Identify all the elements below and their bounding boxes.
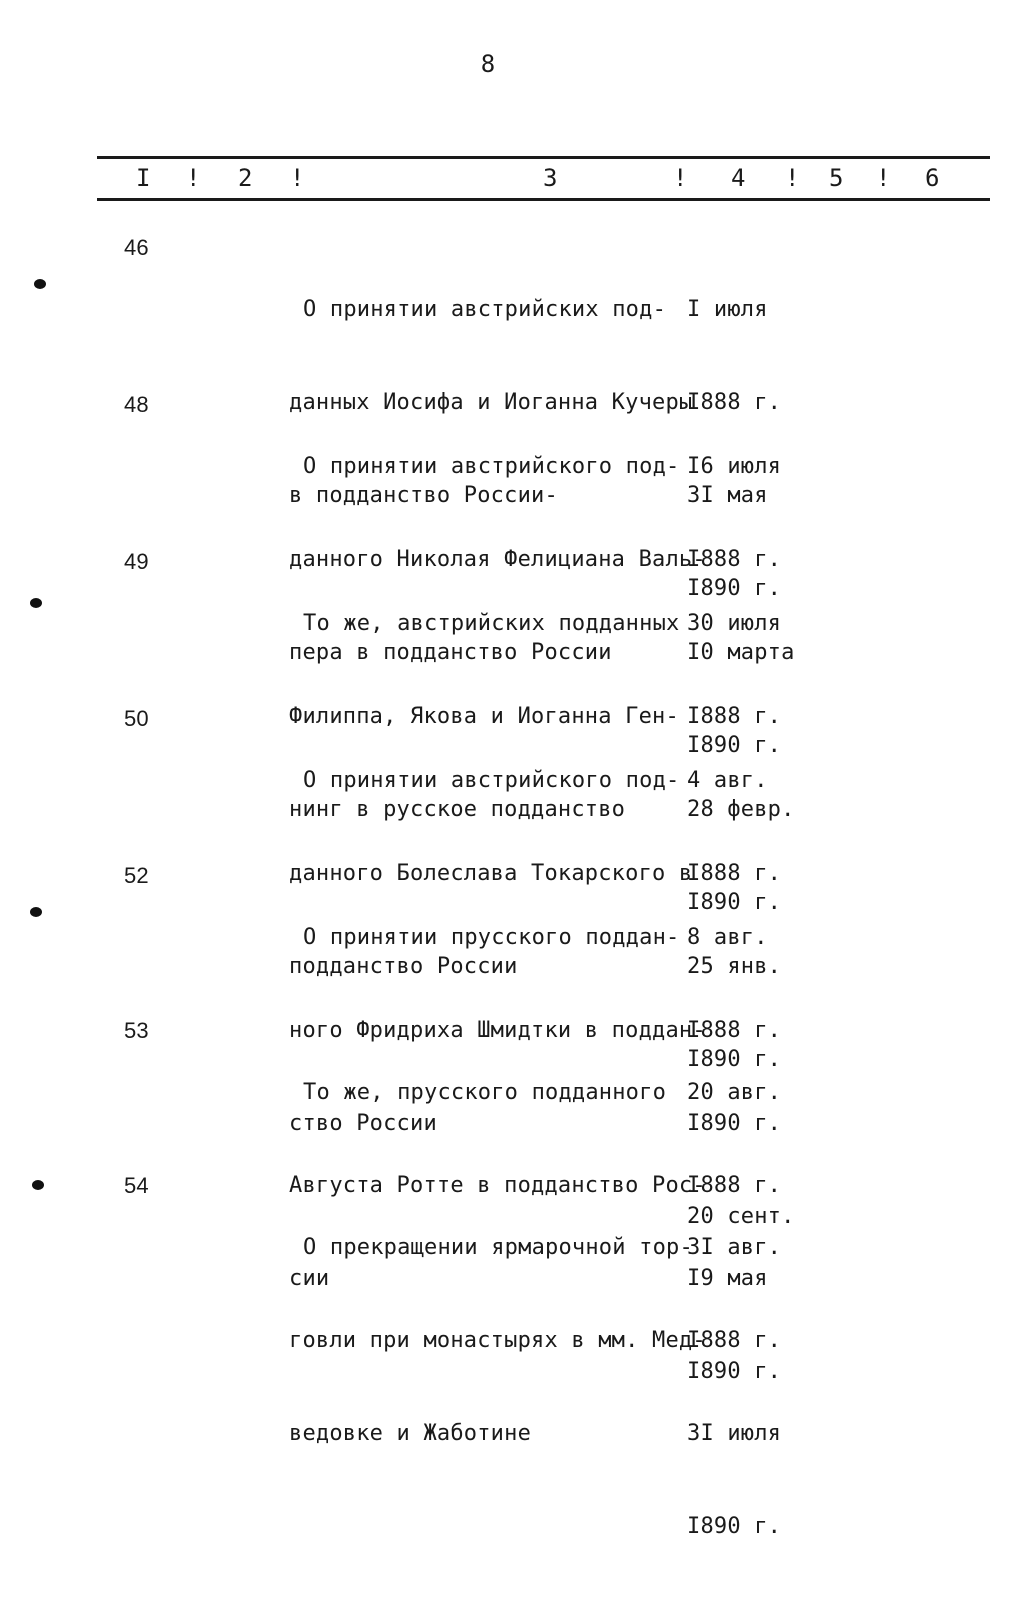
- header-col-5: 5: [829, 164, 844, 192]
- punch-hole-mark: [30, 598, 42, 608]
- entry-number: 48: [124, 392, 149, 417]
- date-line: I890 г.: [687, 576, 782, 601]
- description-line: данного Болеслава Токарского в: [289, 861, 693, 886]
- description-line: Августа Ротте в подданство Рос-: [289, 1173, 706, 1198]
- description-line: в подданство России-: [289, 483, 558, 508]
- date-line: I888 г.: [687, 704, 782, 729]
- date-line: I890 г.: [687, 1359, 782, 1384]
- description-line: ведовке и Жаботине: [289, 1421, 532, 1446]
- date-line: 20 сент.: [687, 1204, 795, 1229]
- entry-number: 52: [124, 863, 149, 888]
- header-separator: !: [186, 164, 201, 192]
- date-line: I июля: [687, 297, 768, 322]
- date-line: 4 авг.: [687, 768, 768, 793]
- punch-hole-mark: [30, 907, 42, 917]
- date-line: 3I авг.: [687, 1235, 782, 1260]
- date-line: 30 июля: [687, 611, 782, 636]
- date-line: 25 янв.: [687, 954, 782, 979]
- date-line: 3I мая: [687, 483, 768, 508]
- table-header-rule: [97, 198, 990, 201]
- entry-number: 50: [124, 706, 149, 731]
- date-line: 8 авг.: [687, 925, 768, 950]
- description-line: О принятии прусского поддан-: [303, 925, 680, 950]
- description-line: подданство России: [289, 954, 518, 979]
- description-line: О принятии австрийских под-: [303, 297, 667, 322]
- description-line: говли при монастырях в мм. Мед-: [289, 1328, 706, 1353]
- punch-hole-mark: [34, 279, 46, 289]
- date-line: I888 г.: [687, 861, 782, 886]
- description-line: То же, австрийских подданных: [303, 611, 680, 636]
- description-line: О принятии австрийского под-: [303, 454, 680, 479]
- header-col-6: 6: [925, 164, 940, 192]
- entry-description: [289, 1170, 706, 1511]
- description-line: пера в подданство России: [289, 640, 612, 665]
- date-line: I888 г.: [687, 547, 782, 572]
- header-col-2: 2: [238, 164, 253, 192]
- date-line: I890 г.: [687, 733, 782, 758]
- date-line: I9 мая: [687, 1266, 768, 1291]
- date-line: I6 июля: [687, 454, 782, 479]
- description-line: сии: [289, 1266, 330, 1291]
- date-line: I890 г.: [687, 1111, 782, 1136]
- date-line: I890 г.: [687, 890, 782, 915]
- header-separator: !: [785, 164, 800, 192]
- date-line: 28 февр.: [687, 797, 795, 822]
- table-header: [0, 164, 1024, 196]
- description-line: О принятии австрийского под-: [303, 768, 680, 793]
- date-line: I890 г.: [687, 1514, 782, 1539]
- punch-hole-mark: [32, 1180, 44, 1190]
- entry-dates: [687, 1170, 781, 1604]
- header-separator: !: [290, 164, 305, 192]
- description-line: ного Фридриха Шмидтки в поддан-: [289, 1018, 706, 1043]
- description-line: данного Николая Фелициана Валь-: [289, 547, 706, 572]
- header-col-3: 3: [543, 164, 558, 192]
- header-col-4: 4: [731, 164, 746, 192]
- date-line: I0 марта: [687, 640, 795, 665]
- entry-number: 46: [124, 235, 149, 260]
- header-separator: !: [876, 164, 891, 192]
- date-line: I888 г.: [687, 1328, 782, 1353]
- date-line: 3I июля: [687, 1421, 782, 1446]
- description-line: данных Иосифа и Иоганна Кучеры: [289, 390, 693, 415]
- entry-number: 53: [124, 1018, 149, 1043]
- table-top-rule: [97, 156, 990, 159]
- date-line: I890 г.: [687, 1047, 782, 1072]
- entry-number: 49: [124, 549, 149, 574]
- description-line: Филиппа, Якова и Иоганна Ген-: [289, 704, 679, 729]
- description-line: ство России: [289, 1111, 437, 1136]
- description-line: нинг в русское подданство: [289, 797, 626, 822]
- description-line: О прекращении ярмарочной тор-: [303, 1235, 693, 1260]
- date-line: I888 г.: [687, 1173, 782, 1198]
- date-line: 20 авг.: [687, 1080, 782, 1105]
- page-number: 8: [480, 50, 496, 78]
- header-col-1: I: [136, 164, 151, 192]
- date-line: I888 г.: [687, 1018, 782, 1043]
- description-line: То же, прусского подданного: [303, 1080, 667, 1105]
- date-line: I888 г.: [687, 390, 782, 415]
- entry-number: 54: [124, 1173, 149, 1198]
- header-separator: !: [673, 164, 688, 192]
